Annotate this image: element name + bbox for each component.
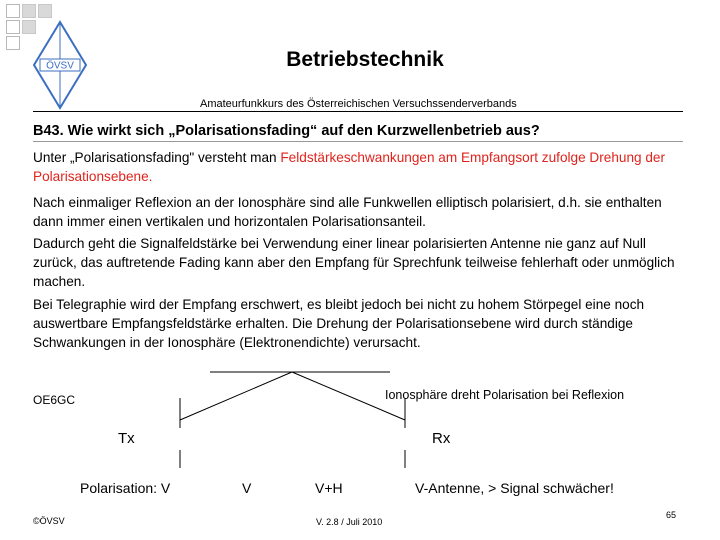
corner-decoration [38, 4, 52, 18]
polarisation-vh: V+H [315, 480, 343, 496]
question-underline [33, 141, 683, 142]
footer-version: V. 2.8 / Juli 2010 [316, 517, 383, 527]
rx-label: Rx [432, 430, 451, 447]
footer-copyright: ©ÖVSV [33, 516, 65, 526]
callsign-label: OE6GC [33, 393, 76, 407]
paragraph-1-highlight: Feldstärkeschwankungen am Empfangsort zufolge Drehung der Polarisationsebene. [33, 150, 665, 184]
wave-path-up [180, 372, 292, 420]
paragraph-1 [33, 148, 683, 186]
paragraph-3: Dadurch geht die Signalfeldstärke bei Verwendung einer linear polarisierten Antenne nie ganz auf Null zurück, das auftretende Fading kann aber den Empfang für Sprechfunk teilweise fehlerhaft oder unmöglich machen. [33, 236, 675, 289]
page-number: 65 [666, 510, 677, 520]
paragraph-1-text: Unter „Polarisationsfading" versteht man [33, 150, 281, 165]
tx-label: Tx [118, 430, 135, 447]
page-title: Betriebstechnik [286, 48, 444, 71]
paragraph-2: Nach einmaliger Reflexion an der Ionosphäre sind alle Funkwellen elliptisch polarisiert, d.h. sie enthalten dann immer einen vertikalen und horizontalen Polarisationsanteil. [33, 195, 662, 229]
page-subtitle: Amateurfunkkurs des Österreichischen Versuchssenderverbands [200, 98, 517, 110]
question-heading: B43. Wie wirkt sich „Polarisationsfading“ auf den Kurzwellenbetrieb aus? [33, 123, 540, 139]
corner-decoration [6, 4, 20, 18]
polarisation-v: V [242, 480, 252, 496]
svg-text:ÖVSV: ÖVSV [46, 60, 74, 72]
header-divider [33, 111, 683, 112]
corner-decoration [22, 4, 36, 18]
rx-antenna-note: V-Antenne, > Signal schwächer! [415, 480, 614, 496]
corner-decoration [6, 20, 20, 34]
paragraph-4: Bei Telegraphie wird der Empfang erschwert, es bleibt jedoch bei nicht zu hohem Störpegel eine noch auswertbare Empfangsfeldstärke erhalten. Die Drehung der Polarisationsebene wird durch ständige Schwankungen in der Ionosphäre (Elektronendichte) verursacht. [33, 297, 645, 350]
ionosphere-note: Ionosphäre dreht Polarisation bei Reflexion [385, 388, 625, 402]
polarisation-label: Polarisation: V [80, 480, 171, 496]
